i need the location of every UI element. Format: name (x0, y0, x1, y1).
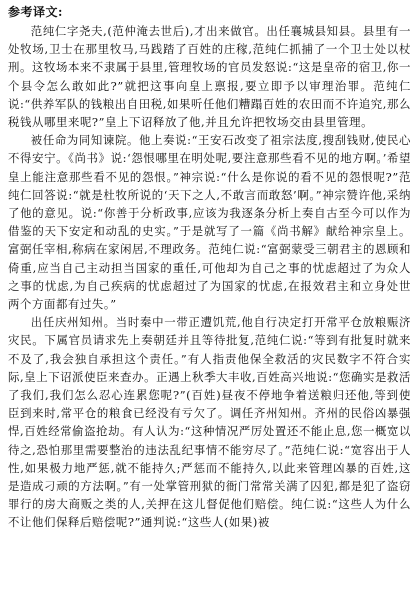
paragraph-3: 出任庆州知州。当时秦中一带正遭饥荒,他自行决定打开常平仓放粮赈济灾民。下属官员请求先上奏朝廷并且等待批复,范纯仁说:“等到有批复时就来不及了,我会独自承担这个责任。”有人指责他保全救活的灾民数字不符合实际,皇上下诏派使臣来查办。正遇上秋季大丰收,百姓高兴地说:“您确实是救活了我们,我们怎么忍心连累您呢?”(百姓)昼夜不停地争着送粮归还他,等到使臣到来时,常平仓的粮食已经没有亏欠了。调任齐州知州。齐州的民俗凶暴强悍,百姓经常偷盗抢劫。有人认为:“这种情况严厉处置还不能止息,您一概宽以待之,恐怕那里需要整治的违法乱纪事情不能穷尽了。”范纯仁说:“宽容出于人性,如果极力地严惩,就不能持久;严惩而不能持久,以此来管理凶暴的百姓,这是造成刁顽的方法啊。”有一处掌管刑狱的衙门常常关满了囚犯,都是犯了盗窃罪行的房大商贩之类的人,关押在这儿督促他们赔偿。纯仁说:“这些人为什么不让他们保释后赔偿呢?”通判说:“这些人(如果)被 (8, 315, 412, 530)
paragraph-2: 被任命为同知谏院。他上奏说:“王安石改变了祖宗法度,搜刮钱财,使民心不得安宁。《尚书》说:‘怨恨哪里在明处呢,要注意那些看不见的地方啊。’希望皇上能注意那些看不见的怨恨。”神宗说:“什么是你说的看不见的怨恨呢?”范纯仁回答说:“就是杜牧所说的‘天下之人,不敢言而敢怒’啊。”神宗赞许他,采纳了他的意见。说:“你善于分析政事,应该为我逐条分析上奏自古至今可以作为借鉴的天下安定和动乱的史实。”于是就写了一篇《尚书解》献给神宗皇上。富弼任宰相,称病在家闲居,不理政务。范纯仁说:“富弼蒙受三朝君主的恩顾和倚重,应当自己主动担当国家的重任,可他却为自己之事的忧虑超过了为众人之事的忧虑,为自己疾病的忧虑超过了为国家的忧虑,在报效君主和立身处世两个方面都有过失。” (8, 133, 412, 312)
page-heading: 参考译文: (8, 5, 63, 19)
paragraph-1: 范纯仁字尧夫,(范仲淹去世后),才出来做官。出任襄城县知县。县里有一处牧场,卫士在那里牧马,马践踏了百姓的庄稼,范纯仁抓捕了一个卫士处以杖刑。这牧场本来不隶属于县里,管理牧场的官员发怒说:“这是皇帝的宿卫,你一个县令怎么敢如此?”就把这事向皇上禀报,要立即予以审理治罪。范纯仁说:“供养军队的钱粮出自田税,如果听任他们糟蹋百姓的农田而不许追究,那么税钱从哪里来呢?”皇上下诏释放了他,并且允许把牧场交由县里管理。 (8, 24, 412, 130)
